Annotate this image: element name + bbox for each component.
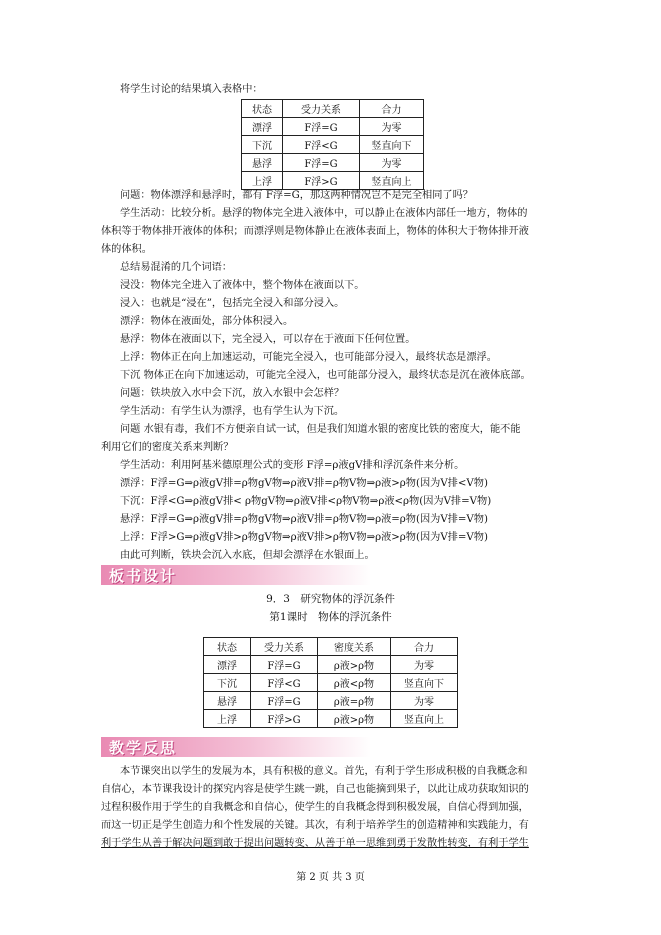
table-cell: 漂浮 (204, 656, 251, 674)
table-cell: 为零 (391, 656, 458, 674)
section-banner-board (101, 565, 371, 585)
table-cell: F浮<G (251, 674, 318, 692)
section-title: 板书设计 (109, 567, 178, 585)
table-header: 合力 (391, 638, 458, 656)
table-header: 受力关系 (251, 638, 318, 656)
table-cell: 竖直向上 (391, 710, 458, 728)
table-cell: F浮=G (251, 656, 318, 674)
table-cell: F浮>G (283, 172, 360, 190)
body-line: 学生活动：利用阿基米德原理公式的变形 F浮=ρ液gV排和浮沉条件来分析。 (120, 460, 465, 471)
reflection-line: 本节课突出以学生的发展为本，具有积极的意义。首先，有利于学生形成积极的自我概念和 (120, 766, 528, 777)
body-line: 浸没：物体完全进入了液体中，整个物体在液面以下。 (120, 280, 365, 291)
table-header: 受力关系 (283, 100, 360, 118)
table-row (204, 674, 458, 692)
section-banner-reflection (101, 737, 371, 757)
body-line: 问题：物体漂浮和悬浮时，都有 F浮=G，那这两种情况岂不是完全相同了吗？ (120, 190, 473, 201)
formula-line: 上浮：F浮>G⇒ρ液gV排>ρ物gV物⇒ρ液V排>ρ物V物⇒ρ液>ρ物(因为V排=V物) (120, 532, 488, 543)
page-footer: 第 2 页 共 3 页 (296, 872, 365, 883)
table-header: 状态 (242, 100, 283, 118)
table-cell: 下沉 (242, 136, 283, 154)
body-line: 由此可判断，铁块会沉入水底，但却会漂浮在水银面上。 (120, 550, 375, 561)
table-cell: 为零 (360, 118, 424, 136)
float-state-table (241, 99, 424, 190)
board-title: 9．3 研究物体的浮沉条件 (266, 593, 395, 605)
reflection-line: 自信心，本节课我设计的探究内容是使学生跳一跳，自己也能摘到果子，以此让成功获取知识的 (101, 784, 529, 795)
body-line: 体的体积。 (101, 244, 152, 255)
table-cell: 竖直向上 (360, 172, 424, 190)
table-cell: 上浮 (242, 172, 283, 190)
table-cell: 上浮 (204, 710, 251, 728)
body-line: 上浮：物体正在向上加速运动，可能完全浸入，也可能部分浸入，最终状态是漂浮。 (120, 352, 497, 363)
table-cell: 竖直向下 (360, 136, 424, 154)
reflection-line: 过程积极作用于学生的自我概念和自信心，使学生的自我概念得到积极发展，自信心得到加强， (101, 802, 529, 813)
section-title: 教学反思 (109, 739, 178, 757)
body-line: 问题 水银有毒，我们不方便亲自试一试，但是我们知道水银的密度比铁的密度大，能不能 (120, 424, 521, 435)
reflection-line: 而这一切正是学生创造力和个性发展的关键。其次，有利于培养学生的创造精神和实践能力，有 (101, 820, 529, 831)
table-row (242, 154, 424, 172)
table-cell: F浮=G (283, 154, 360, 172)
table-cell: F浮>G (251, 710, 318, 728)
table-cell: ρ液>ρ物 (318, 710, 391, 728)
table-cell: 为零 (360, 154, 424, 172)
formula-line: 下沉：F浮<G⇒ρ液gV排< ρ物gV物⇒ρ液V排<ρ物V物⇒ρ液<ρ物(因为V排=V物) (120, 496, 492, 507)
table-header-row (242, 100, 424, 118)
table-row (204, 710, 458, 728)
table-cell: F浮=G (251, 692, 318, 710)
table-header: 状态 (204, 638, 251, 656)
table-row (242, 118, 424, 136)
table-cell: 悬浮 (204, 692, 251, 710)
table-cell: 悬浮 (242, 154, 283, 172)
table-cell: ρ液<ρ物 (318, 674, 391, 692)
table-cell: 下沉 (204, 674, 251, 692)
body-line: 浸入：也就是“浸在”，包括完全浸入和部分浸入。 (120, 298, 345, 309)
table-cell: 竖直向下 (391, 674, 458, 692)
body-line: 学生活动：有学生认为漂浮，也有学生认为下沉。 (120, 406, 345, 417)
table-header: 合力 (360, 100, 424, 118)
body-line: 利用它们的密度关系来判断？ (101, 442, 234, 453)
table-cell: ρ液=ρ物 (318, 692, 391, 710)
intro-text: 将学生讨论的结果填入表格中： (120, 84, 263, 95)
body-line: 学生活动：比较分析。悬浮的物体完全进入液体中，可以静止在液体内部任一地方，物体的 (120, 208, 528, 219)
table-cell: F浮<G (283, 136, 360, 154)
body-line: 下沉 物体正在向下加速运动，可能完全浸入，也可能部分浸入，最终状态是沉在液体底部。 (120, 370, 531, 381)
table-cell: F浮=G (283, 118, 360, 136)
board-table (203, 637, 458, 728)
table-row (242, 136, 424, 154)
table-cell: ρ液>ρ物 (318, 656, 391, 674)
body-line: 悬浮：物体在液面以下，完全浸入，可以存在于液面下任何位置。 (120, 334, 416, 345)
body-line: 漂浮：物体在液面处，部分体积浸入。 (120, 316, 294, 327)
table-cell: 为零 (391, 692, 458, 710)
body-line: 问题：铁块放入水中会下沉，放入水银中会怎样？ (120, 388, 345, 399)
table-header: 密度关系 (318, 638, 391, 656)
table-row (204, 656, 458, 674)
table-row (204, 692, 458, 710)
formula-line: 漂浮：F浮=G⇒ρ液gV排=ρ物gV物⇒ρ液V排=ρ物V物⇒ρ液>ρ物(因为V排<V物) (120, 478, 488, 489)
body-line: 体积等于物体排开液体的体积；而漂浮则是物体静止在液体表面上，物体的体积大于物体排开液 (101, 226, 529, 237)
table-header-row (204, 638, 458, 656)
table-row (242, 172, 424, 190)
board-subtitle: 第1课时 物体的浮沉条件 (269, 611, 392, 623)
reflection-line: 利于学生从善于解决问题到敢于提出问题转变、从善于单一思维到勇于发散性转变，有利于学生 (101, 838, 529, 849)
formula-line: 悬浮：F浮=G⇒ρ液gV排=ρ物gV物⇒ρ液V排=ρ物V物⇒ρ液=ρ物(因为V排=V物) (120, 514, 488, 525)
body-line: 总结易混淆的几个词语： (120, 262, 233, 273)
table-cell: 漂浮 (242, 118, 283, 136)
